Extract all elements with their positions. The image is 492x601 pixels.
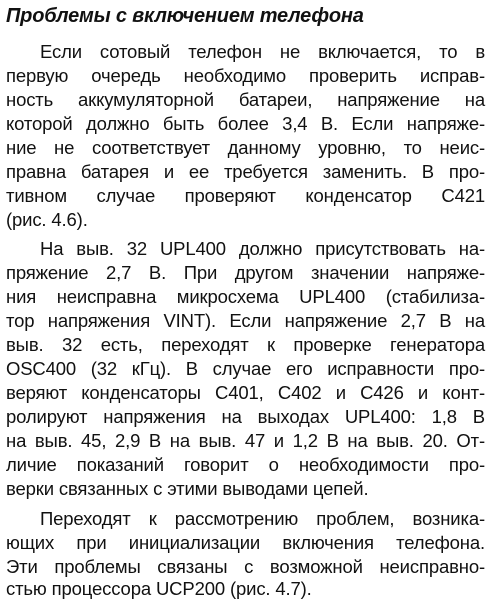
paragraph-3-line-3: Эти проблемы связаны с возможной неисправно-: [6, 556, 485, 577]
paragraph-2-line-2: пряжение 2,7 В. При другом значении напряже-: [6, 262, 485, 283]
paragraph-3-line-2: ющих при инициализации включения телефона.: [6, 532, 485, 553]
paragraph-2-line-8: ролируют напряжения на выходах UPL400: 1,8 В: [6, 406, 485, 427]
paragraph-2-line-3: ния неисправна микросхема UPL400 (стабилиза-: [6, 286, 485, 307]
paragraph-1-line-3: ность аккумуляторной батареи, напряжение на: [6, 89, 485, 110]
paragraph-1-line-5: ние не соответствует данному уровню, то неис-: [6, 137, 485, 158]
paragraph-3-line-4: стью процессора UCP200 (рис. 4.7).: [6, 578, 312, 599]
paragraph-1-line-8: (рис. 4.6).: [6, 209, 88, 230]
paragraph-2-line-1: На выв. 32 UPL400 должно присутствовать на-: [40, 238, 485, 259]
paragraph-1-line-2: первую очередь необходимо проверить исправ-: [6, 65, 485, 86]
section-heading: Проблемы с включением телефона: [6, 5, 364, 27]
paragraph-2-line-4: тор напряжения VINT). Если напряжение 2,7 В на: [6, 310, 485, 331]
paragraph-1-line-7: тивном случае проверяют конденсатор С421: [6, 185, 485, 206]
paragraph-2-line-11: верки связанных с этими выводами цепей.: [6, 478, 369, 499]
paragraph-2-line-6: OSC400 (32 кГц). В случае его исправности про-: [6, 358, 485, 379]
paragraph-1-line-1: Если сотовый телефон не включается, то в: [40, 41, 485, 62]
paragraph-2-line-10: личие показаний говорит о необходимости про-: [6, 454, 485, 475]
paragraph-2-line-7: веряют конденсаторы С401, С402 и С426 и конт-: [6, 382, 485, 403]
paragraph-3-line-1: Переходят к рассмотрению проблем, возника-: [40, 508, 485, 529]
paragraph-1-line-6: правна батарея и ее требуется заменить. В про-: [6, 161, 485, 182]
paragraph-2-line-5: выв. 32 есть, переходят к проверке генератора: [6, 334, 485, 355]
paragraph-1-line-4: которой должно быть более 3,4 В. Если напряже-: [6, 113, 485, 134]
paragraph-2-line-9: на выв. 45, 2,9 В на выв. 47 и 1,2 В на выв. 20. От-: [6, 430, 485, 451]
